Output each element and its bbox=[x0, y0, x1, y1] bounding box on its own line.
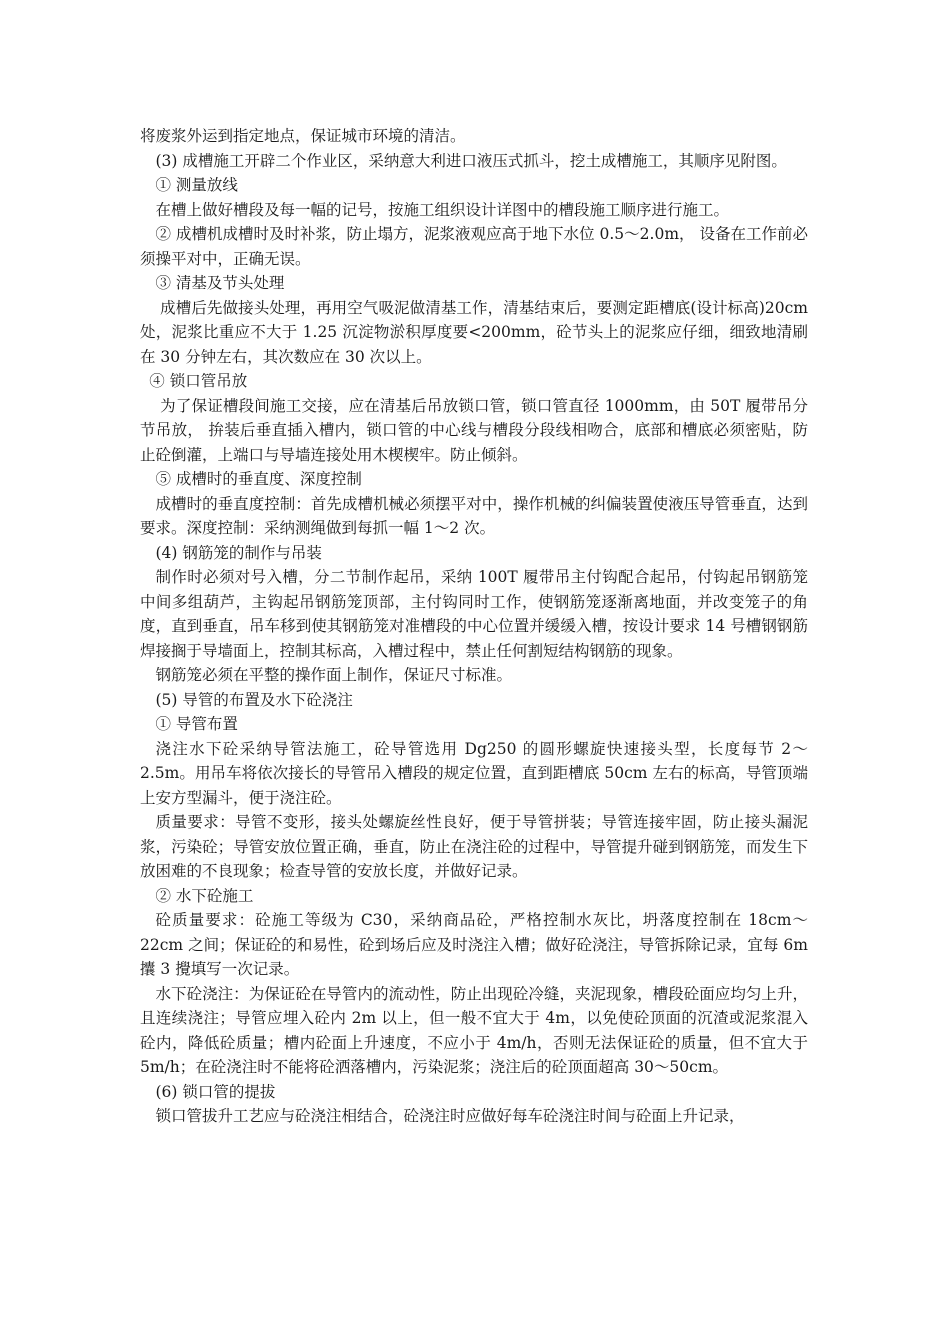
document-body bbox=[140, 124, 808, 1129]
paragraph: 浇注水下砼采纳导管法施工，砼导管选用 Dg250 的圆形螺旋快速接头型，长度每节 2～2.5m。用吊车将依次接长的导管吊入槽段的规定位置，直到距槽底 50cm 左右的标高，导管顶端上安方型漏斗，便于浇注砼。 bbox=[140, 739, 808, 807]
paragraph: ③ 清基及节头处理 bbox=[155, 274, 285, 292]
paragraph: 砼质量要求：砼施工等级为 C30，采纳商品砼，严格控制水灰比，坍落度控制在 18cm～22cm 之间；保证砼的和易性，砼到场后应及时浇注入槽；做好砼浇注，导管拆除记录，宜每 6m 攮 3 攪填写一次记录。 bbox=[140, 911, 808, 978]
paragraph: 为了保证槽段间施工交接，应在清基后吊放锁口管，锁口管直径 1000mm，由 50T 履带吊分节吊放， 拚装后垂直插入槽内，锁口管的中心线与槽段分段线相吻合，底部和槽底必须密贴，防止砼倒灌，上端口与导墙连接处用木楔楔牢。防止倾斜。 bbox=[140, 396, 808, 464]
paragraph: 钢筋笼必须在平整的操作面上制作，保证尺寸标准。 bbox=[155, 666, 513, 684]
paragraph: 将废浆外运到指定地点，保证城市环境的清洁。 bbox=[140, 127, 466, 145]
paragraph: (3) 成槽施工开辟二个作业区，采纳意大利进口液压式抓斗，挖土成槽施工，其顺序见附图。 bbox=[155, 151, 787, 170]
paragraph: ⑤ 成槽时的垂直度、深度控制 bbox=[155, 470, 362, 488]
paragraph: 质量要求：导管不变形，接头处螺旋丝性良好，便于导管拼装；导管连接牢固，防止接头漏泥浆，污染砼；导管安放位置正确，垂直，防止在浇注砼的过程中，导管提升碰到钢筋笼，而发生下放困难的不良现象；检查导管的安放长度，并做好记录。 bbox=[140, 813, 808, 880]
paragraph: 制作时必须对号入槽，分二节制作起吊，采纳 100T 履带吊主付钩配合起吊，付钩起吊钢筋笼中间多组葫芦，主钩起吊钢筋笼顶部，主付钩同时工作，使钢筋笼逐渐离地面，并改变笼子的角度，直到垂直，吊车移到使其钢筋笼对准槽段的中心位置并缓缓入槽，按设计要求 14 号槽钢钢筋焊接搁于导墙面上，控制其标高，入槽过程中，禁止任何割短结构钢筋的现象。 bbox=[140, 568, 808, 660]
paragraph: ① 测量放线 bbox=[155, 176, 238, 194]
paragraph: 在槽上做好槽段及每一幅的记号，按施工组织设计详图中的槽段施工顺序进行施工。 bbox=[155, 200, 730, 219]
paragraph: (6) 锁口管的提拔 bbox=[155, 1082, 276, 1101]
paragraph: (4) 钢筋笼的制作与吊装 bbox=[155, 543, 322, 562]
paragraph: 锁口管拔升工艺应与砼浇注相结合，砼浇注时应做好每车砼浇注时间与砼面上升记录， bbox=[155, 1107, 745, 1125]
paragraph: 成槽时的垂直度控制：首先成槽机械必须摆平对中，操作机械的纠偏装置使液压导管垂直，达到要求。深度控制：采纳测绳做到每抓一幅 1～2 次。 bbox=[140, 494, 808, 537]
paragraph: 成槽后先做接头处理，再用空气吸泥做清基工作，清基结束后，要测定距槽底(设计标高)20cm 处，泥浆比重应不大于 1.25 沉淀物淤积厚度要<200mm，砼节头上的泥浆应仔细，细致地清刷在 30 分钟左右，其次数应在 30 次以上。 bbox=[140, 298, 808, 366]
paragraph: (5) 导管的布置及水下砼浇注 bbox=[155, 690, 353, 709]
paragraph: 水下砼浇注：为保证砼在导管内的流动性，防止出现砼冷缝，夹泥现象，槽段砼面应均匀上升，且连续浇注；导管应埋入砼内 2m 以上，但一般不宜大于 4m，以免使砼顶面的沉渣或泥浆混入砼内，降低砼质量；槽内砼面上升速度，不应小于 4m/h，否则无法保证砼的质量，但不宜大于 5m/h；在砼浇注时不能将砼洒落槽内，污染泥浆；浇注后的砼顶面超高 30～50cm。 bbox=[140, 984, 808, 1076]
paragraph: ② 水下砼施工 bbox=[155, 886, 254, 905]
paragraph: ① 导管布置 bbox=[155, 715, 238, 733]
paragraph: ② 成槽机成槽时及时补浆，防止塌方，泥浆液观应高于地下水位 0.5～2.0m， 设备在工作前必须操平对中，正确无误。 bbox=[140, 225, 808, 268]
paragraph: ④ 锁口管吊放 bbox=[149, 372, 248, 390]
